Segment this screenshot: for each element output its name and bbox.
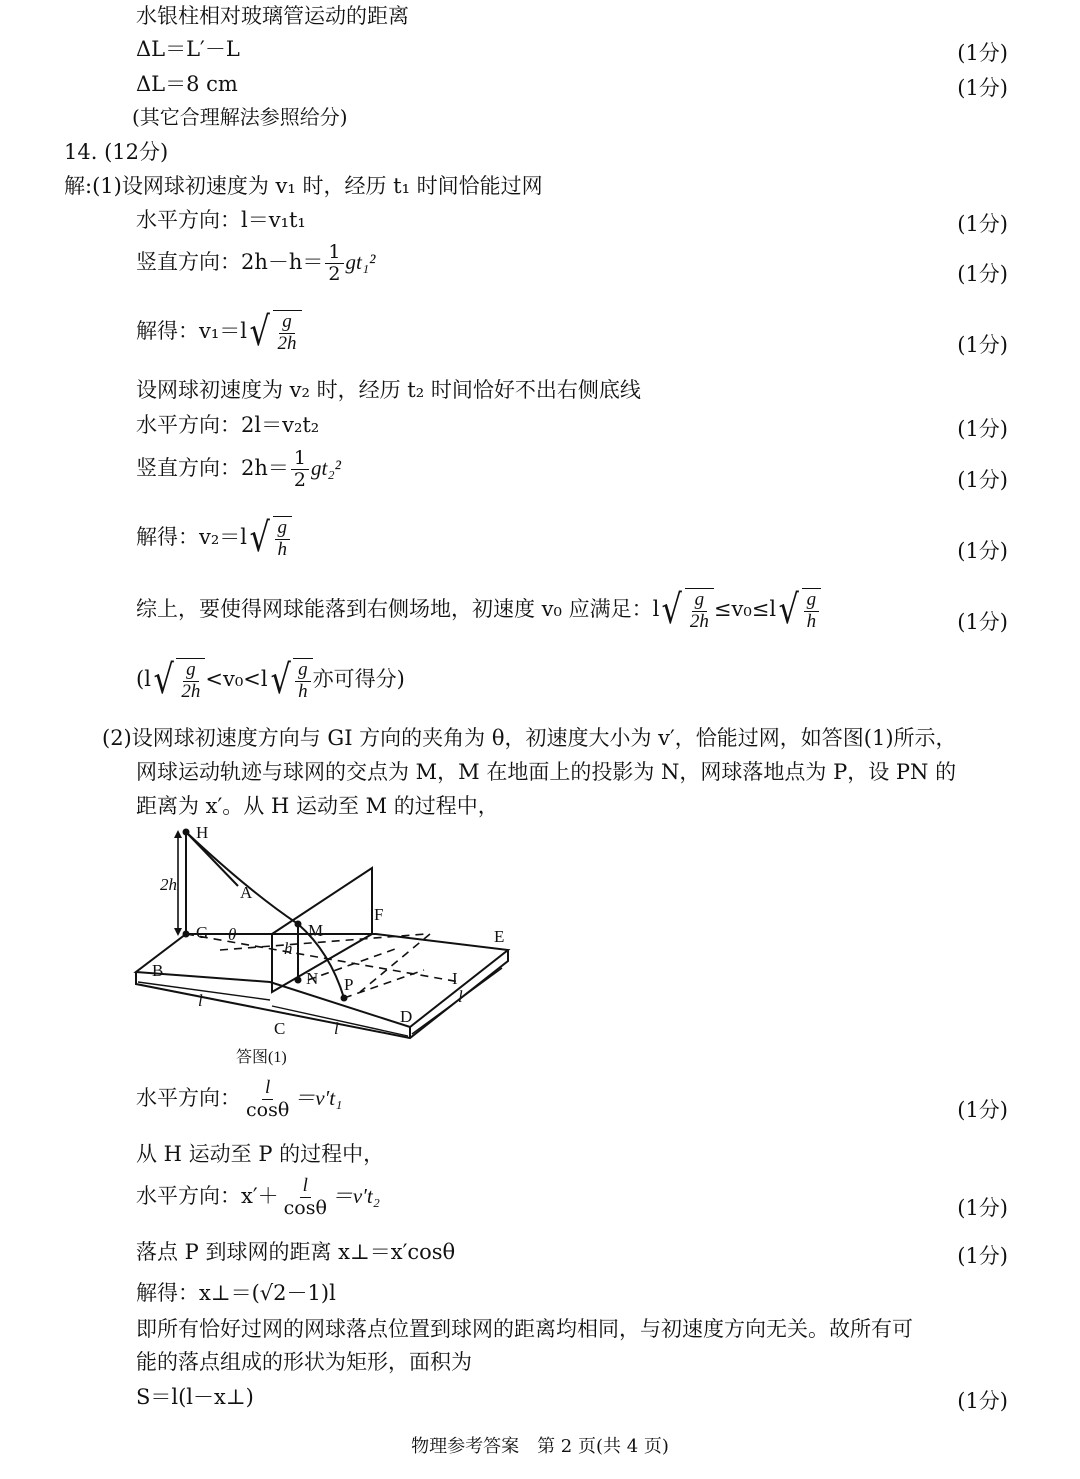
label-A: A [240,883,253,902]
label-2h: 2h [160,875,177,894]
score-label: (1分) [957,1244,1008,1268]
tennis-court-figure [130,822,520,1072]
eq-text: 亦可得分) [312,666,405,691]
equation-horizontal-4 [136,1176,380,1219]
frac-den: h [298,680,308,702]
fraction [243,1078,292,1121]
label-l: l [198,991,203,1010]
eq-text: <v₀<l [205,666,268,691]
frac-num: g [279,312,295,334]
text-line: 能的落点组成的形状为矩形，面积为 [136,1350,472,1374]
fraction [291,448,309,491]
text-line: 距离为 x′。从 H 运动至 M 的过程中， [136,794,499,818]
equation-solve-v1 [136,310,302,355]
score-label: (1分) [957,212,1008,236]
frac-den: 2 [293,468,306,491]
score-label: (1分) [957,610,1008,634]
text-line: 网球运动轨迹与球网的交点为 M，M 在地面上的投影为 N，网球落地点为 P，设 PN 的 [136,760,957,784]
solution-intro: 解:(1)设网球初速度为 v₁ 时，经历 t₁ 时间恰能过网 [64,174,543,198]
frac-den: 2 [328,262,341,285]
eq-text: 竖直方向：2h－h＝ [136,249,324,274]
equation-solve-x: 解得：x⊥＝(√2－1)l [136,1281,336,1305]
label-F: F [374,905,384,924]
frac-num: g [804,590,820,612]
score-label: (1分) [957,1196,1008,1220]
eq-text: 解得：v₂＝l [136,524,247,549]
label-D: D [400,1007,413,1026]
frac-num: g [692,590,708,612]
frac-num: g [295,660,311,682]
score-label: (1分) [957,262,1008,286]
score-label: (1分) [957,1098,1008,1122]
text-line: 从 H 运动至 P 的过程中， [136,1142,385,1166]
label-P: P [344,975,354,994]
equation-area: S＝l(l－x⊥) [136,1385,254,1409]
eq-text: ＝v′t₂ [331,1183,380,1208]
equation-delta-l: ΔL＝L′－L [136,37,240,61]
equation-alt-range [136,658,405,703]
equation-distance: 落点 P 到球网的距离 x⊥＝x′cosθ [136,1240,456,1264]
score-label: (1分) [957,76,1008,100]
frac-num: l [300,1176,311,1198]
sqrt: √ $\frac{g}{2h}$ [151,658,206,703]
label-M: M [308,921,324,940]
frac-num: l [262,1078,273,1100]
equation-solve-v2 [136,516,292,561]
page-footer: 物理参考答案 第 2 页(共 4 页) [411,1436,669,1457]
frac-den: h [277,538,287,560]
text-line: 水银柱相对玻璃管运动的距离 [136,4,409,28]
frac-num: 1 [291,448,309,470]
eq-text: 解得：v₁＝l [136,318,247,343]
score-label: (1分) [957,468,1008,492]
fraction [325,242,343,285]
fraction [281,1176,330,1219]
frac-den: cosθ [246,1098,290,1121]
equation-delta-l-value: ΔL＝8 cm [136,72,238,96]
figure-caption: 答图(1) [236,1049,287,1066]
eq-text: gt₂² [310,455,341,480]
score-label: (1分) [957,417,1008,441]
score-label: (1分) [957,539,1008,563]
eq-text: 综上，要使得网球能落到右侧场地，初速度 v₀ 应满足：l [136,596,660,621]
sqrt: √ $\frac{g}{2h}$ [659,588,714,633]
eq-text: 水平方向： [136,1085,241,1110]
label-E: E [494,927,505,946]
frac-den: 2h [277,332,297,354]
equation-range [136,588,821,633]
note-line: (其它合理解法参照给分) [132,105,348,129]
frac-num: g [275,518,291,540]
frac-den: 2h [181,680,201,702]
equation-vertical-1 [136,242,375,285]
eq-text: 水平方向：x′＋ [136,1183,279,1208]
equation-horizontal-3 [136,1078,342,1121]
eq-text: 竖直方向：2h＝ [136,455,289,480]
label-B: B [152,961,164,980]
eq-text: (l [136,666,151,691]
frac-num: 1 [325,242,343,264]
frac-num: g [183,660,199,682]
frac-den: h [806,610,817,632]
score-label: (1分) [957,41,1008,65]
eq-text: gt₁² [345,249,376,274]
label-l: l [458,987,463,1006]
eq-text: ＝v′t₁ [294,1085,343,1110]
equation-horizontal-2: 水平方向：2l＝v₂t₂ [136,413,320,437]
score-label: (1分) [957,333,1008,357]
text-line: 即所有恰好过网的网球落点位置到球网的距离均相同，与初速度方向无关。故所有可 [136,1317,913,1341]
eq-text: ≤v₀≤l [713,596,777,621]
label-l: l [334,1019,339,1038]
sqrt: √ $\frac{g}{h}$ [268,658,313,703]
sqrt: √ $\frac{g}{h}$ [247,516,292,561]
equation-horizontal-1: 水平方向：l＝v₁t₁ [136,208,306,232]
equation-vertical-2 [136,448,341,491]
label-H: H [196,823,209,842]
frac-den: cosθ [283,1196,327,1219]
question-number: 14. (12分) [64,140,169,164]
sqrt: √ $\frac{g}{h}$ [776,588,821,633]
label-I: I [452,969,458,988]
label-theta: θ [228,925,237,944]
label-h: h [284,939,293,958]
score-label: (1分) [957,1389,1008,1413]
frac-den: 2h [689,610,709,632]
sqrt: √ $\frac{g}{2h}$ [247,310,302,355]
text-line: 设网球初速度为 v₂ 时，经历 t₂ 时间恰好不出右侧底线 [136,378,641,402]
label-N: N [306,969,319,988]
label-G: G [196,923,209,942]
label-C: C [274,1019,286,1038]
text-line: (2)设网球初速度方向与 GI 方向的夹角为 θ，初速度大小为 v′，恰能过网，如答图(1)所示， [102,726,957,750]
